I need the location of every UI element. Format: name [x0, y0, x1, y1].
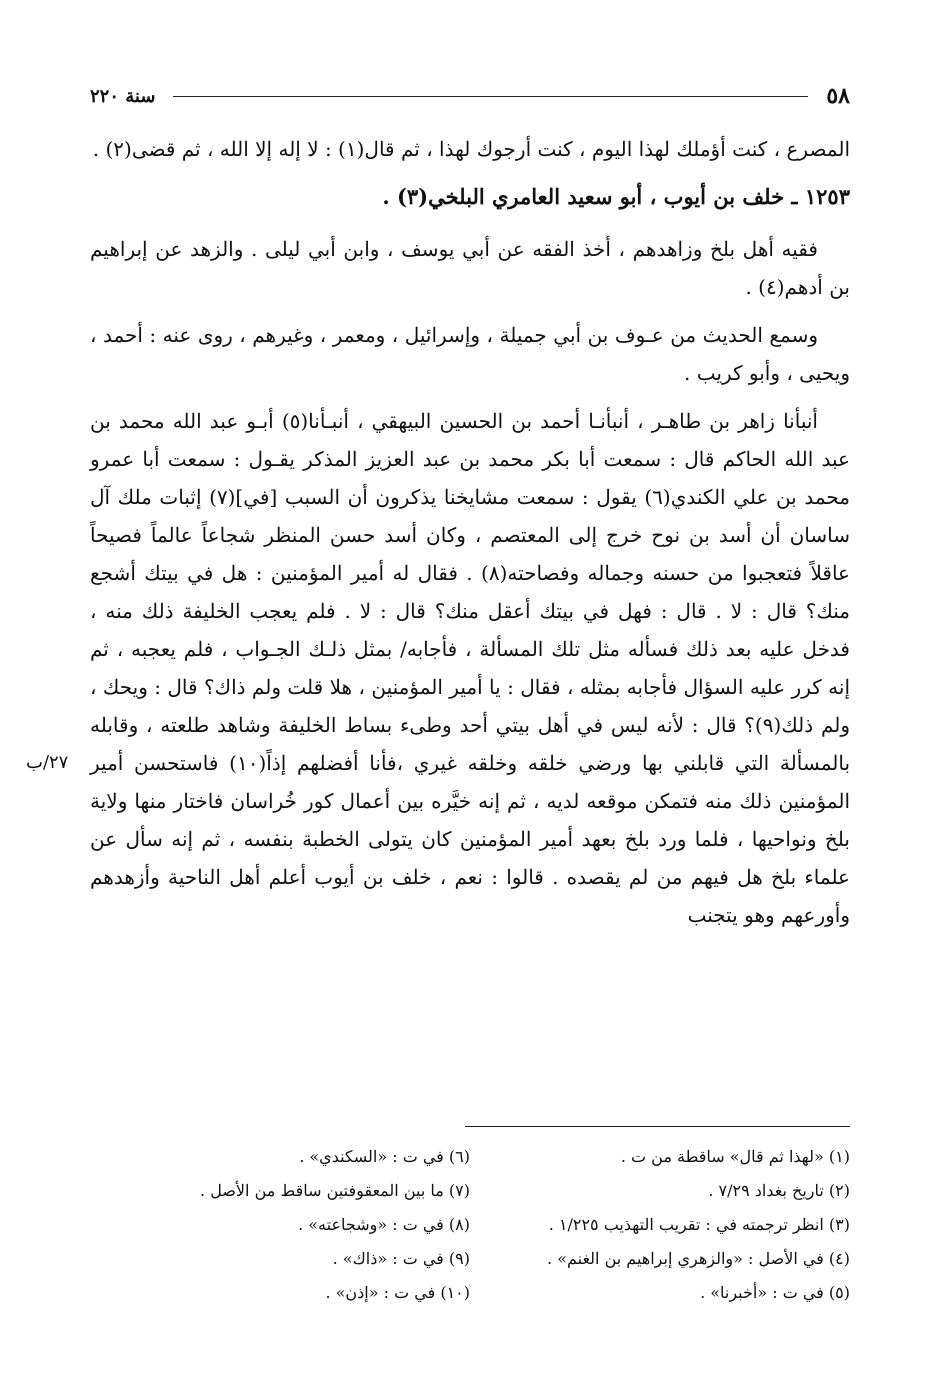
footnote: (٦) في ت : «السكندي» . [299, 1147, 470, 1166]
footnotes-right-column [470, 1140, 850, 1310]
footnote-rule [465, 1126, 850, 1127]
footnotes-left-column [90, 1140, 470, 1310]
footnote: (٣) انظر ترجمته في : تقريب التهذيب ١/٢٢٥ . [548, 1215, 850, 1234]
entry-heading: ١٢٥٣ ـ خلف بن أيوب ، أبو سعيد العامري البلخي(٣) . [382, 184, 850, 209]
manuscript-folio-note: ٢٧/ب [26, 752, 69, 773]
paragraph-2: فقيه أهل بلخ وزاهدهم ، أخذ الفقه عن أبي يوسف ، وابن أبي ليلى . والزهد عن إبراهيم بن أدهم(٤) . [90, 237, 850, 299]
running-head: سنة ٢٢٠ [90, 85, 156, 107]
paragraph-1: المصرع ، كنت أؤملك لهذا اليوم ، كنت أرجوك لهذا ، ثم قال(١) : لا إله إلا الله ، ثم قضى(٢) . [92, 137, 850, 161]
header-rule [173, 96, 808, 97]
footnote: (١) «لهذا ثم قال» ساقطة من ت . [620, 1147, 850, 1166]
footnote: (٩) في ت : «ذاك» . [332, 1249, 470, 1268]
footnote: (٨) في ت : «وشجاعته» . [298, 1215, 470, 1234]
footnote: (٤) في الأصل : «والزهري إبراهيم بن الغنم» . [547, 1249, 850, 1268]
paragraph-4: أنبأنا زاهر بن طاهـر ، أنبأنـا أحمد بن الحسين البيهقي ، أنبـأنا(٥) أبـو عبد الله محمد بن عبد الله الحاكم قال : سمعت أبا بكر محمد بن عبد العزيز المذكر يقـول : سمعت أبا عمرو محمد بن علي الكندي(٦) يقول : سمعت مشايخنا يذكرون أن السبب [في](٧) إثبات ملك آل ساسان أن أسد بن نوح خرج إلى المعتصم ، وكان أسد حسن المنظر شجاعاً عالماً فصيحاً عاقلاً فتعجبوا من حسنه وجماله وفصاحته(٨) . فقال له أمير المؤمنين : هل في بيتك أشجع منك؟ قال : لا . قال : فهل في بيتك أعقل منك؟ قال : لا . فلم يعجب الخليفة ذلك منه ، فدخل عليه بعد ذلك فسأله مثل تلك المسألة ، فأجابه/ بمثل ذلـك الجـواب ، فلم يعجبه ، ثم إنه كرر عليه السؤال فأجابه بمثله ، فقال : يا أمير المؤمنين ، هلا قلت ولم ذاك؟ قال : ويحك ، ولم ذلك(٩)؟ قال : لأنه ليس في أهل بيتي أحد وطىء بساط الخليفة وشاهد طلعته ، وقابله بالمسألة التي قابلني بها ورضي خلقه وخلقه غيري ،فأنا أفضلهم إذاً(١٠) فاستحسن أمير المؤمنين ذلك منه فتمكن موقعه لديه ، ثم إنه خيَّره بين أعمال كور خُراسان فاختار منها ولاية بلخ ونواحيها ، فلما ورد بلخ بعهد أمير المؤمنين كان يتولى الخطبة بنفسه ، ثم إنه سأل عن علماء بلخ هل فيهم من لم يقصده . قالوا : نعم ، خلف بن أيوب أعلم أهل الناحية وأزهدهم وأورعهم وهو يتجنب [90, 409, 851, 927]
page-header [90, 78, 850, 114]
footnotes [90, 1140, 850, 1310]
footnote: (٧) ما بين المعقوفتين ساقط من الأصل . [200, 1181, 470, 1200]
paragraph-3: وسمع الحديث من عـوف بن أبي جميلة ، وإسرائيل ، ومعمر ، وغيرهم ، روى عنه : أحمد ، ويحيى ، وأبو كريب . [90, 323, 850, 385]
footnote: (٢) تاريخ بغداد ٧/٢٩ . [708, 1181, 850, 1200]
page-number: ٥٨ [826, 83, 850, 109]
footnote: (١٠) في ت : «إذن» . [325, 1283, 470, 1302]
book-page [26, 78, 851, 1318]
main-text [90, 130, 850, 934]
footnote: (٥) في ت : «أخبرنا» . [700, 1283, 850, 1302]
